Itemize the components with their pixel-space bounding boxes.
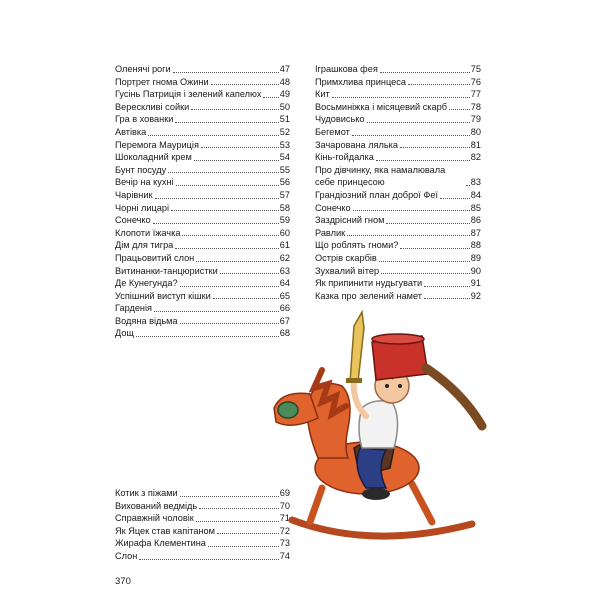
toc-entry bbox=[115, 214, 290, 227]
toc-entry-page: 49 bbox=[279, 89, 290, 100]
toc-entry-page: 91 bbox=[470, 278, 481, 289]
toc-entry bbox=[315, 126, 481, 139]
dot-leader bbox=[376, 160, 470, 161]
toc-entry-title: Успішний виступ кішки bbox=[115, 290, 211, 301]
toc-entry-title: Чорні лицарі bbox=[115, 202, 170, 213]
toc-entry bbox=[115, 265, 290, 278]
dot-leader bbox=[171, 210, 279, 211]
dot-leader bbox=[332, 97, 470, 98]
toc-entry-title: Справжній чоловік bbox=[115, 513, 194, 524]
toc-entry bbox=[315, 189, 481, 202]
toc-entry-title: Портрет гнома Ожини bbox=[115, 76, 209, 87]
toc-entry-title: Зухвалий вітер bbox=[315, 265, 380, 276]
toc-entry-page: 69 bbox=[279, 488, 290, 498]
toc-entry-title: Чарівник bbox=[115, 189, 153, 200]
toc-entry-title: Дощ bbox=[115, 328, 134, 339]
toc-entry-page: 83 bbox=[470, 177, 481, 188]
dot-leader bbox=[400, 147, 470, 148]
toc-entry-title: Оленячі роги bbox=[115, 64, 171, 74]
toc-entry-page: 86 bbox=[470, 215, 481, 226]
toc-entry bbox=[115, 227, 290, 240]
dot-leader bbox=[449, 109, 470, 110]
toc-entry bbox=[115, 76, 290, 89]
toc-entry-title: Котик з піжами bbox=[115, 488, 178, 498]
toc-entry-page: 64 bbox=[279, 278, 290, 289]
dot-leader bbox=[191, 109, 279, 110]
dot-leader bbox=[168, 172, 279, 173]
toc-entry-page: 63 bbox=[279, 265, 290, 276]
dot-leader bbox=[379, 261, 470, 262]
toc-entry-page: 62 bbox=[279, 252, 290, 263]
toc-entry-page: 60 bbox=[279, 227, 290, 238]
toc-entry-title: Сонечко bbox=[315, 202, 351, 213]
dot-leader bbox=[182, 235, 278, 236]
toc-entry-title: Вечір на кухні bbox=[115, 177, 174, 188]
toc-entry-page: 73 bbox=[279, 538, 290, 549]
toc-entry-page: 84 bbox=[470, 189, 481, 200]
toc-entry-page: 65 bbox=[279, 290, 290, 301]
toc-entry-page: 59 bbox=[279, 215, 290, 226]
toc-entry bbox=[315, 265, 481, 278]
toc-entry-title: Бунт посуду bbox=[115, 164, 167, 175]
toc-entry-title: Працьовитий слон bbox=[115, 252, 195, 263]
toc-entry-title: Як припинити нудьгувати bbox=[315, 278, 423, 289]
dot-leader bbox=[400, 248, 469, 249]
toc-entry-title: Восьминіжка і місяцевий скарб bbox=[315, 101, 447, 112]
toc-entry bbox=[315, 227, 481, 240]
toc-entry-page: 50 bbox=[279, 101, 290, 112]
toc-entry-page: 74 bbox=[279, 550, 290, 561]
toc-entry bbox=[115, 126, 290, 139]
dot-leader bbox=[194, 160, 279, 161]
toc-entry bbox=[115, 202, 290, 215]
dot-leader bbox=[173, 72, 279, 73]
toc-entry bbox=[115, 101, 290, 114]
toc-entry-title: Що роблять гноми? bbox=[315, 240, 399, 251]
toc-entry-page: 79 bbox=[470, 114, 481, 125]
dot-leader bbox=[353, 210, 470, 211]
toc-entry bbox=[115, 139, 290, 152]
toc-entry-title: Казка про зелений намет bbox=[315, 290, 422, 301]
dot-leader bbox=[180, 286, 279, 287]
dot-leader bbox=[136, 336, 279, 337]
dot-leader bbox=[347, 235, 470, 236]
toc-entry-title: Равлик bbox=[315, 227, 346, 238]
toc-entry-page: 57 bbox=[279, 189, 290, 200]
toc-entry-title: Вихований ведмідь bbox=[115, 500, 198, 511]
toc-entry bbox=[315, 151, 481, 164]
toc-entry-page: 75 bbox=[470, 64, 481, 74]
toc-entry bbox=[115, 239, 290, 252]
dot-leader bbox=[175, 248, 278, 249]
toc-entry-page: 53 bbox=[279, 139, 290, 150]
toc-entry-page: 92 bbox=[470, 290, 481, 301]
toc-entry-title: Чудовисько bbox=[315, 114, 365, 125]
toc-entry-title: Водяна відьма bbox=[115, 315, 178, 326]
dot-leader bbox=[367, 122, 470, 123]
dot-leader bbox=[380, 72, 470, 73]
toc-entry-title: Як Яцек став капітаном bbox=[115, 525, 215, 536]
toc-entry-title: Шоколадний крем bbox=[115, 152, 192, 163]
dot-leader bbox=[263, 97, 278, 98]
toc-entry-title: Автівка bbox=[115, 126, 147, 137]
toc-entry-page: 78 bbox=[470, 101, 481, 112]
toc-entry bbox=[115, 189, 290, 202]
toc-entry-title: Примхлива принцеса bbox=[315, 76, 406, 87]
toc-entry-page: 56 bbox=[279, 177, 290, 188]
toc-entry bbox=[115, 176, 290, 189]
toc-entry bbox=[315, 214, 481, 227]
toc-entry-title: Зачарована лялька bbox=[315, 139, 399, 150]
toc-entry-page: 70 bbox=[279, 500, 290, 511]
dot-leader bbox=[424, 286, 470, 287]
toc-entry-page: 52 bbox=[279, 126, 290, 137]
toc-entry-title: Жирафа Клементина bbox=[115, 538, 206, 549]
toc-entry-page: 54 bbox=[279, 152, 290, 163]
toc-entry-title: Верескливі сойки bbox=[115, 101, 190, 112]
toc-entry-page: 89 bbox=[470, 252, 481, 263]
toc-entry-title: Гра в хованки bbox=[115, 114, 174, 125]
toc-entry-page: 80 bbox=[470, 126, 481, 137]
toc-column-right bbox=[315, 63, 481, 302]
toc-entry bbox=[115, 252, 290, 265]
toc-entry-page: 81 bbox=[470, 139, 481, 150]
dot-leader bbox=[196, 261, 279, 262]
toc-entry bbox=[315, 252, 481, 265]
toc-entry-page: 77 bbox=[470, 89, 481, 100]
toc-entry bbox=[115, 277, 290, 290]
dot-leader bbox=[176, 185, 279, 186]
toc-entry-page: 47 bbox=[279, 64, 290, 74]
toc-entry-page: 72 bbox=[279, 525, 290, 536]
toc-entry-page: 67 bbox=[279, 315, 290, 326]
page-number: 370 bbox=[115, 576, 131, 587]
dot-leader bbox=[148, 135, 278, 136]
toc-entry bbox=[315, 277, 481, 290]
toc-entry-title: Острів скарбів bbox=[315, 252, 377, 263]
toc-entry-title: Перемога Мауриція bbox=[115, 139, 199, 150]
toc-entry-page: 88 bbox=[470, 240, 481, 251]
toc-entry-title: Кінь-гойдалка bbox=[315, 152, 374, 163]
toc-entry-page: 55 bbox=[279, 164, 290, 175]
toc-entry bbox=[315, 88, 481, 101]
dot-leader bbox=[440, 198, 470, 199]
toc-entry-title: Клопоти їжачка bbox=[115, 227, 181, 238]
toc-entry-title: Кит bbox=[315, 89, 330, 100]
dot-leader bbox=[220, 273, 279, 274]
toc-entry-page: 66 bbox=[279, 303, 290, 314]
toc-entry-title: Іграшкова фея bbox=[315, 64, 378, 74]
toc-entry bbox=[115, 113, 290, 126]
toc-entry-page: 90 bbox=[470, 265, 481, 276]
dot-leader bbox=[408, 84, 470, 85]
toc-entry-title: Слон bbox=[115, 550, 138, 561]
rocking-horse-knight-icon bbox=[262, 298, 502, 560]
toc-entry-page: 61 bbox=[279, 240, 290, 251]
dot-leader bbox=[201, 147, 279, 148]
toc-entry bbox=[315, 202, 481, 215]
toc-entry bbox=[315, 164, 481, 189]
toc-entry-page: 87 bbox=[470, 227, 481, 238]
toc-entry bbox=[315, 101, 481, 114]
toc-entry-title: Де Кунегунда? bbox=[115, 278, 178, 289]
toc-entry-title: Про дівчинку, яка намалювала себе принцесою bbox=[315, 164, 446, 188]
toc-entry-title: Дім для тигра bbox=[115, 240, 174, 251]
toc-entry-page: 58 bbox=[279, 202, 290, 213]
toc-entry-title: Грандіозний план доброї Феї bbox=[315, 189, 439, 200]
dot-leader bbox=[154, 311, 279, 312]
toc-entry bbox=[115, 63, 290, 76]
toc-entry bbox=[315, 76, 481, 89]
toc-entry-title: Гарденія bbox=[115, 303, 153, 314]
toc-entry-title: Бегемот bbox=[315, 126, 350, 137]
toc-entry-page: 68 bbox=[279, 328, 290, 339]
toc-entry-page: 76 bbox=[470, 76, 481, 87]
toc-entry bbox=[115, 151, 290, 164]
toc-entry bbox=[315, 113, 481, 126]
toc-entry-title: Витинанки-танцюристки bbox=[115, 265, 218, 276]
dot-leader bbox=[386, 223, 469, 224]
toc-entry bbox=[315, 139, 481, 152]
toc-entry-title: Заздрісний гном bbox=[315, 215, 385, 226]
toc-entry bbox=[115, 88, 290, 101]
dot-leader bbox=[381, 273, 470, 274]
toc-entry-page: 51 bbox=[279, 114, 290, 125]
dot-leader bbox=[466, 185, 470, 186]
dot-leader bbox=[211, 84, 279, 85]
toc-entry bbox=[315, 239, 481, 252]
toc-entry bbox=[115, 164, 290, 177]
toc-entry-page: 48 bbox=[279, 76, 290, 87]
dot-leader bbox=[155, 198, 279, 199]
toc-entry-page: 82 bbox=[470, 152, 481, 163]
toc-entry bbox=[315, 63, 481, 76]
dot-leader bbox=[139, 559, 278, 560]
toc-entry-page: 85 bbox=[470, 202, 481, 213]
dot-leader bbox=[352, 135, 470, 136]
dot-leader bbox=[175, 122, 278, 123]
toc-entry-title: Гусінь Патриція і зелений капелюх bbox=[115, 89, 262, 100]
toc-entry-page: 71 bbox=[279, 513, 290, 524]
toc-entry-title: Сонечко bbox=[115, 215, 151, 226]
dot-leader bbox=[153, 223, 279, 224]
